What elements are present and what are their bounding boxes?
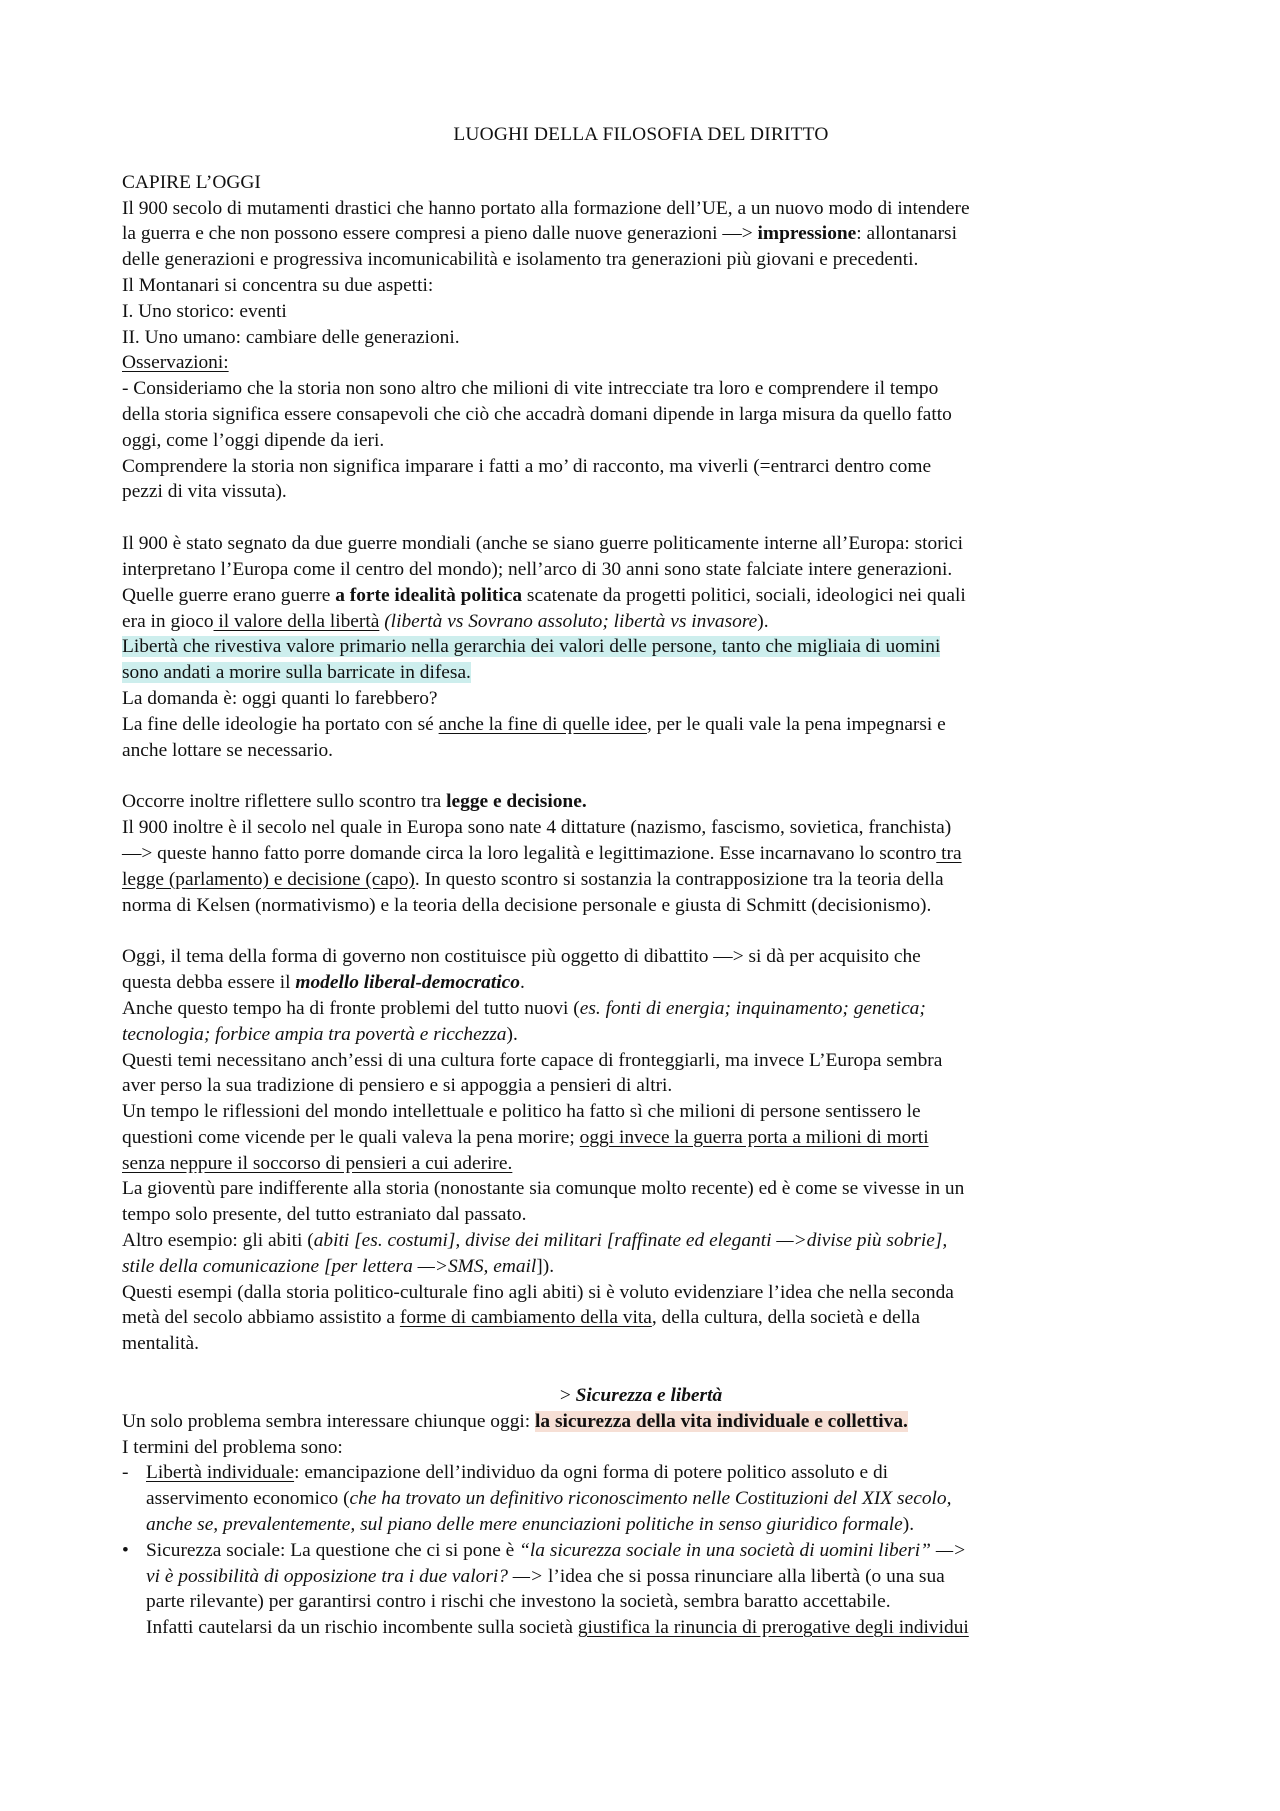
underlined-phrase: tra (936, 842, 962, 864)
italic-phrase: es. fonti di energia; inquinamento; genetica; (579, 997, 926, 1019)
paragraph-line: la guerra e che non possono essere compresi a pieno dalle nuove generazioni —> impressione: allontanarsi (122, 223, 957, 245)
italic-phrase: abiti [es. costumi], divise dei militari [raffinate ed eleganti —>divise più sobrie], (313, 1230, 948, 1252)
paragraph-line: mentalità. (122, 1333, 199, 1355)
paragraph-line: tecnologia; forbice ampia tra povertà e ricchezza). (122, 1023, 518, 1045)
paragraph-line: tempo solo presente, del tutto estraniato dal passato. (122, 1204, 527, 1226)
underlined-subheading: Osservazioni: (122, 352, 229, 374)
paragraph-line: questioni come vicende per le quali valeva la pena morire; oggi invece la guerra porta a milioni di morti (122, 1126, 929, 1148)
highlighted-phrase: la sicurezza della vita individuale e collettiva. (535, 1410, 908, 1432)
paragraph-line: Occorre inoltre riflettere sullo scontro tra legge e decisione. (122, 791, 587, 813)
paragraph-line: Il 900 secolo di mutamenti drastici che hanno portato alla formazione dell’UE, a un nuovo modo di intendere (122, 197, 970, 219)
paragraph-line: Quelle guerre erano guerre a forte idealità politica scatenate da progetti politici, sociali, ideologici nei quali (122, 584, 966, 606)
underlined-phrase: il valore della libertà (213, 610, 380, 632)
section-forma-governo (122, 944, 1160, 1357)
underlined-phrase: oggi invece la guerra porta a milioni di morti (579, 1126, 929, 1148)
paragraph-line: I termini del problema sono: (122, 1436, 343, 1458)
section-sicurezza-liberta (122, 1383, 1160, 1641)
paragraph-line: della storia significa essere consapevoli che ciò che accadrà domani dipende in larga misura da quello fatto (122, 403, 952, 425)
italic-phrase: stile della comunicazione [per lettera —>SMS, email (122, 1255, 537, 1277)
paragraph-line: Anche questo tempo ha di fronte problemi del tutto nuovi (es. fonti di energia; inquinamento; genetica; (122, 997, 926, 1019)
paragraph-line (122, 1151, 1160, 1177)
dot-bullet: • (122, 1539, 129, 1561)
highlighted-line: Libertà che rivestiva valore primario nella gerarchia dei valori delle persone, tanto che migliaia di uomini (122, 636, 941, 658)
underlined-phrase: legge (parlamento) e decisione (capo) (122, 868, 415, 890)
bold-term: impressione (757, 223, 857, 245)
section-heading: CAPIRE L’OGGI (122, 171, 261, 193)
paragraph-line: anche lottare se necessario. (122, 739, 334, 761)
spacer (122, 763, 1160, 789)
list-item: • Sicurezza sociale: La questione che ci si pone è “la sicurezza sociale in una società di uomini liberi” —> vi è possibilità di opposizione tra i due valori? —> l’idea che si possa rinunciare alla libertà (o una sua parte rilevante) per garantirsi contro i rischi che investono la società, sembra baratto accettabile. Infatti cautelarsi da un rischio incombente sulla società giustifica la rinuncia di prerogative degli individui (122, 1539, 969, 1639)
italic-phrase: (libertà vs Sovrano assoluto; libertà vs invasore (384, 610, 758, 632)
bold-italic-term: modello liberal-democratico (295, 972, 520, 994)
page-title: LUOGHI DELLA FILOSOFIA DEL DIRITTO (453, 124, 829, 145)
paragraph-line: Altro esempio: gli abiti (abiti [es. costumi], divise dei militari [raffinate ed eleganti —>divise più sobrie], (122, 1230, 948, 1252)
paragraph-line: Un solo problema sembra interessare chiunque oggi: la sicurezza della vita individuale e collettiva. (122, 1410, 908, 1432)
paragraph-line: La fine delle ideologie ha portato con sé anche la fine di quelle idee, per le quali vale la pena impegnarsi e (122, 713, 946, 735)
paragraph-line: La gioventù pare indifferente alla storia (nonostante sia comunque molto recente) ed è come se vivesse in un (122, 1178, 965, 1200)
paragraph-line: Il 900 è stato segnato da due guerre mondiali (anche se siano guerre politicamente interne all’Europa: storici (122, 533, 964, 555)
underlined-phrase: forme di cambiamento della vita (399, 1307, 652, 1329)
paragraph-line: Questi esempi (dalla storia politico-culturale fino agli abiti) si è voluto evidenziare l’idea che nella seconda (122, 1281, 954, 1303)
italic-phrase: “la sicurezza sociale in una società di uomini liberi” —> (519, 1539, 967, 1561)
paragraph-line: —> queste hanno fatto porre domande circa la loro legalità e legittimazione. Esse incarnavano lo scontro tra (122, 842, 962, 864)
list-item: I. Uno storico: eventi (122, 300, 287, 322)
spacer (122, 505, 1160, 531)
spacer (122, 918, 1160, 944)
italic-phrase: che ha trovato un definitivo riconoscimento nelle Costituzioni del XIX secolo, (349, 1488, 952, 1510)
section-guerre-mondiali (122, 531, 1160, 763)
bold-term: legge e decisione. (446, 791, 587, 813)
underlined-phrase: Libertà individuale (146, 1462, 295, 1484)
paragraph-line: aver perso la sua tradizione di pensiero e si appoggia a pensieri di altri. (122, 1075, 673, 1097)
paragraph-line: Oggi, il tema della forma di governo non costituisce più oggetto di dibattito —> si dà per acquisito che (122, 946, 921, 968)
paragraph-line: metà del secolo abbiamo assistito a forme di cambiamento della vita, della cultura, della società e della (122, 1307, 920, 1329)
paragraph-line: delle generazioni e progressiva incomunicabilità e isolamento tra generazioni più giovani e precedenti. (122, 249, 919, 271)
bold-term: a forte idealità politica (335, 584, 523, 606)
underlined-phrase: anche la fine di quelle idee (438, 713, 647, 735)
paragraph-line: Il 900 inoltre è il secolo nel quale in Europa sono nate 4 dittature (nazismo, fascismo, sovietica, franchista) (122, 817, 952, 839)
italic-phrase: anche se, prevalentemente, sul piano delle mere enunciazioni politiche in senso giuridico formale (146, 1514, 903, 1536)
spacer (122, 1357, 1160, 1383)
highlighted-line: sono andati a morire sulla barricate in difesa. (122, 662, 471, 684)
underlined-phrase: giustifica la rinuncia di prerogative degli individui (577, 1617, 969, 1639)
italic-phrase: vi è possibilità di opposizione tra i due valori? —> (146, 1565, 544, 1587)
italic-phrase: tecnologia; forbice ampia tra povertà e ricchezza (122, 1023, 507, 1045)
section-capire-oggi (122, 170, 1160, 505)
paragraph-line: Un tempo le riflessioni del mondo intellettuale e politico ha fatto sì che milioni di persone sentissero le (122, 1101, 921, 1123)
list-item: II. Uno umano: cambiare delle generazioni. (122, 326, 460, 348)
paragraph-line: Comprendere la storia non significa imparare i fatti a mo’ di racconto, ma viverli (=entrarci dentro come (122, 455, 932, 477)
paragraph-line: stile della comunicazione [per lettera —>SMS, email]). (122, 1255, 555, 1277)
dash-bullet: - (122, 1462, 129, 1484)
paragraph-line: - Consideriamo che la storia non sono altro che milioni di vite intrecciate tra loro e comprendere il tempo (122, 378, 939, 400)
paragraph-line: oggi, come l’oggi dipende da ieri. (122, 429, 385, 451)
section-heading: > Sicurezza e libertà (559, 1385, 723, 1407)
paragraph-line: La domanda è: oggi quanti lo farebbero? (122, 687, 438, 709)
paragraph-line: interpretano l’Europa come il centro del mondo); nell’arco di 30 anni sono state falciate intere generazioni. (122, 558, 953, 580)
paragraph-line: Questi temi necessitano anch’essi di una cultura forte capace di fronteggiarli, ma invece L’Europa sembra (122, 1049, 943, 1071)
underlined-phrase: senza neppure il soccorso di pensieri a cui aderire. (122, 1152, 513, 1174)
list-item: - Libertà individuale: emancipazione dell’individuo da ogni forma di potere politico assoluto e di asservimento economico (che ha trovato un definitivo riconoscimento nelle Costituzioni del XIX secolo, anche se, prevalentemente, sul piano delle mere enunciazioni politiche in senso giuridico formale). (122, 1462, 952, 1536)
section-legge-decisione (122, 789, 1160, 918)
paragraph-line: legge (parlamento) e decisione (capo). In questo scontro si sostanzia la contrapposizione tra la teoria della (122, 868, 944, 890)
paragraph-line: questa debba essere il modello liberal-democratico. (122, 972, 525, 994)
paragraph-line: norma di Kelsen (normativismo) e la teoria della decisione personale e giusta di Schmitt (decisionismo). (122, 894, 932, 916)
paragraph-line: era in gioco il valore della libertà (libertà vs Sovrano assoluto; libertà vs invasore). (122, 610, 769, 632)
paragraph-line: pezzi di vita vissuta). (122, 481, 287, 503)
paragraph-line: Il Montanari si concentra su due aspetti: (122, 274, 434, 296)
